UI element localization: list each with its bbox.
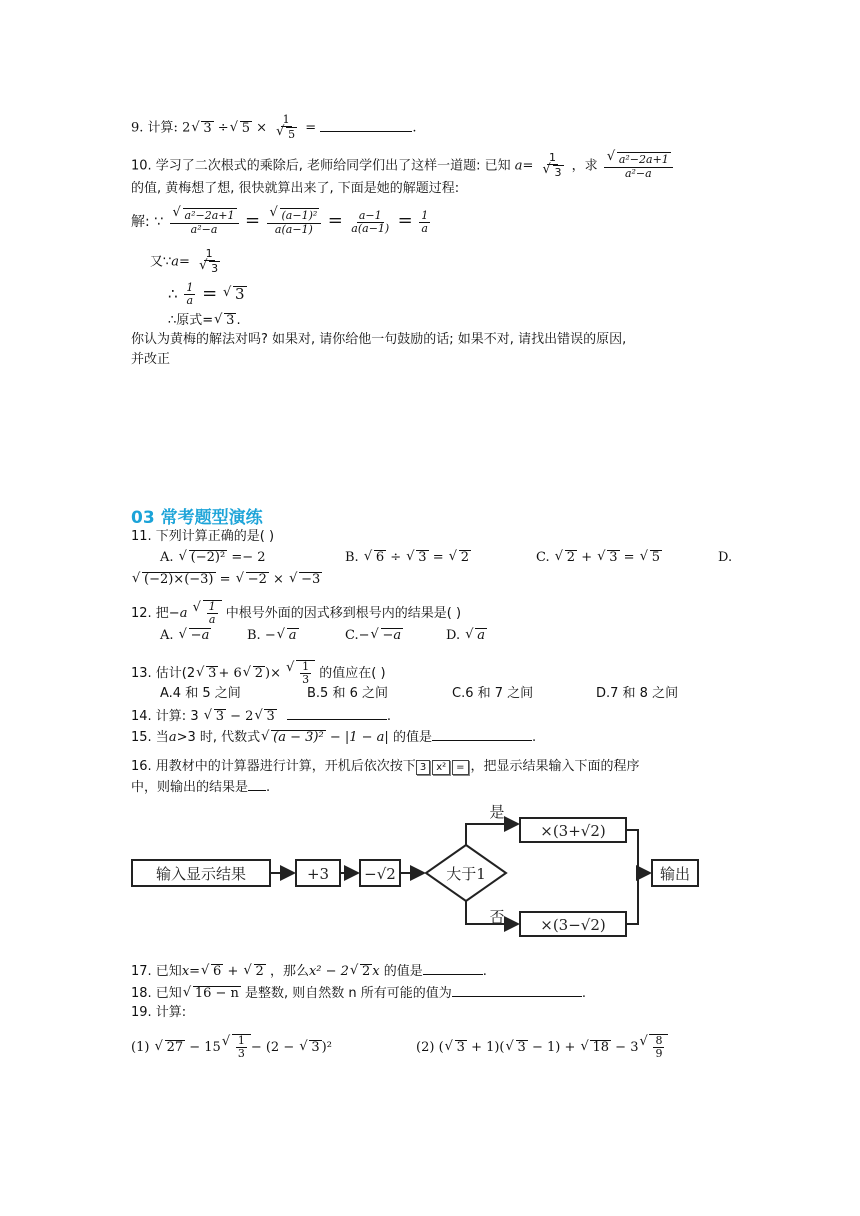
- q10-solution-step-4: ∴原式=√ 3 .: [168, 312, 241, 330]
- question-18: 18. 已知√ 16 − n 是整数, 则自然数 n 所有可能的值为 .: [131, 984, 586, 1003]
- calc-key-equals: =: [452, 760, 468, 775]
- question-14: 14. 计算: 3 √ 3 − 2√ 3 .: [131, 707, 391, 726]
- q9-fraction: 1 √ 5: [273, 114, 299, 142]
- q12-option-a: A. √ −a: [160, 627, 211, 645]
- q9-sqrt-1: √ 3: [191, 120, 213, 138]
- question-16-line-2: 中，则输出的结果是 .: [131, 780, 271, 795]
- q15-answer-blank[interactable]: [432, 728, 532, 741]
- question-9: 9. 计算: 2√ 3 ÷√ 5 × 1 √ 5 = .: [131, 114, 416, 142]
- flow-no-label: 否: [489, 908, 505, 926]
- q13-option-c: C.6 和 7 之间: [452, 686, 534, 701]
- question-17: 17. 已知x=√ 6 + √ 2 ，那么x² − 2√ 2 x 的值是 .: [131, 962, 487, 981]
- flow-no-op-label: ×(3−√2): [540, 916, 606, 934]
- q19-part-2: (2) (√ 3 + 1)(√ 3 − 1) + √ 18 − 3 √ $\frac{8}{9}$: [416, 1034, 668, 1060]
- q11-option-b: B. √ 6 ÷ √ 3 = √ 2: [345, 549, 471, 567]
- q10-solution-step-1: 解: ∵ √ $\frac{\text{a²−2a+1}}{\text{a²−a}}$ = √ $\frac{\text{(a−1)²}}{a(a-1)}$ = $\frac{a-1}{a(a-1)}$ = $\frac{1}{a}$: [131, 208, 432, 236]
- q13-option-a: A.4 和 5 之间: [160, 686, 241, 701]
- q10-solution-step-2: 又∵a= 1 √ 3: [150, 248, 224, 276]
- q13-option-d: D.7 和 8 之间: [596, 686, 679, 701]
- flow-sub-label: −√2: [364, 865, 396, 883]
- q11-option-c: C. √ 2 + √ 3 = √ 5: [536, 549, 662, 567]
- question-13: 13. 估计(2√ 3 + 6√ 2 )× √ $\frac{1}{3}$ 的值应在( ): [131, 660, 386, 686]
- q16-flowchart: [128, 796, 708, 946]
- flow-yes-label: 是: [489, 803, 505, 821]
- section-heading: 03 常考题型演练: [131, 508, 263, 528]
- q10-target-fraction: √ $\frac{\text{a²−2a+1}}{\text{a²−a}}$: [604, 152, 673, 180]
- flow-input-label: 输入显示结果: [155, 865, 247, 883]
- q9-label: 计算:: [147, 120, 178, 136]
- q12-option-c: C.−√ −a: [345, 627, 403, 645]
- q12-option-b: B. −√ a: [247, 627, 299, 645]
- question-10-line-2: 的值, 黄梅想了想, 很快就算出来了, 下面是她的解题过程:: [131, 181, 460, 196]
- flow-yes-op-label: ×(3+√2): [540, 822, 606, 840]
- question-12: 12. 把−a √ $\frac{1}{a}$ 中根号外面的因式移到根号内的结果是( ): [131, 600, 461, 626]
- q19-part-1: (1) √ 27 − 15 √ $\frac{1}{3}$ − (2 − √ 3 )²: [131, 1034, 332, 1060]
- q9-answer-blank[interactable]: [320, 119, 412, 132]
- q13-option-b: B.5 和 6 之间: [307, 686, 388, 701]
- q11-option-d-label: D.: [718, 550, 733, 565]
- q18-answer-blank[interactable]: [452, 984, 582, 997]
- q10-solution-step-3: ∴ $\frac{1}{a}$ = √ 3: [168, 282, 247, 307]
- q10-question-line-1: 你认为黄梅的解法对吗? 如果对, 请你给他一句鼓励的话; 如果不对, 请找出错误的原因,: [131, 332, 627, 347]
- q11-option-d: √ (−2)×(−3) = √ −2 × √ −3: [131, 571, 322, 589]
- q11-option-a: A. √ (−2)² =− 2: [160, 549, 266, 567]
- q9-sqrt-2: √ 5: [230, 120, 252, 138]
- q14-answer-blank[interactable]: [287, 707, 387, 720]
- flow-output-label: 输出: [659, 865, 691, 883]
- q12-option-d: D. √ a: [446, 627, 487, 645]
- q16-answer-blank[interactable]: [248, 778, 266, 791]
- question-11: 11. 下列计算正确的是( ): [131, 529, 275, 544]
- q9-number: 9.: [131, 120, 144, 136]
- calc-key-square: x²: [432, 760, 450, 775]
- question-16-line-1: 16. 用教材中的计算器进行计算，开机后依次按下 3 x² = ，把显示结果输入下面的程序: [131, 759, 640, 774]
- q10-question-line-2: 并改正: [131, 352, 171, 367]
- question-15: 15. 当a>3 时, 代数式√ (a − 3)² − |1 − a| 的值是 .: [131, 728, 536, 747]
- q10-given-fraction: 1 √ 3: [540, 152, 566, 180]
- calc-key-3: 3: [416, 760, 430, 775]
- flow-decision-label: 大于1: [446, 865, 486, 883]
- question-19: 19. 计算:: [131, 1005, 187, 1020]
- question-10-line-1: 10. 学习了二次根式的乘除后, 老师给同学们出了这样一道题: 已知 a= 1 √ 3 ，求 √ $\frac{\text{a²−2a+1}}{\text{a²−a}}$: [131, 152, 675, 180]
- q17-answer-blank[interactable]: [423, 962, 483, 975]
- flow-add-label: +3: [306, 865, 330, 883]
